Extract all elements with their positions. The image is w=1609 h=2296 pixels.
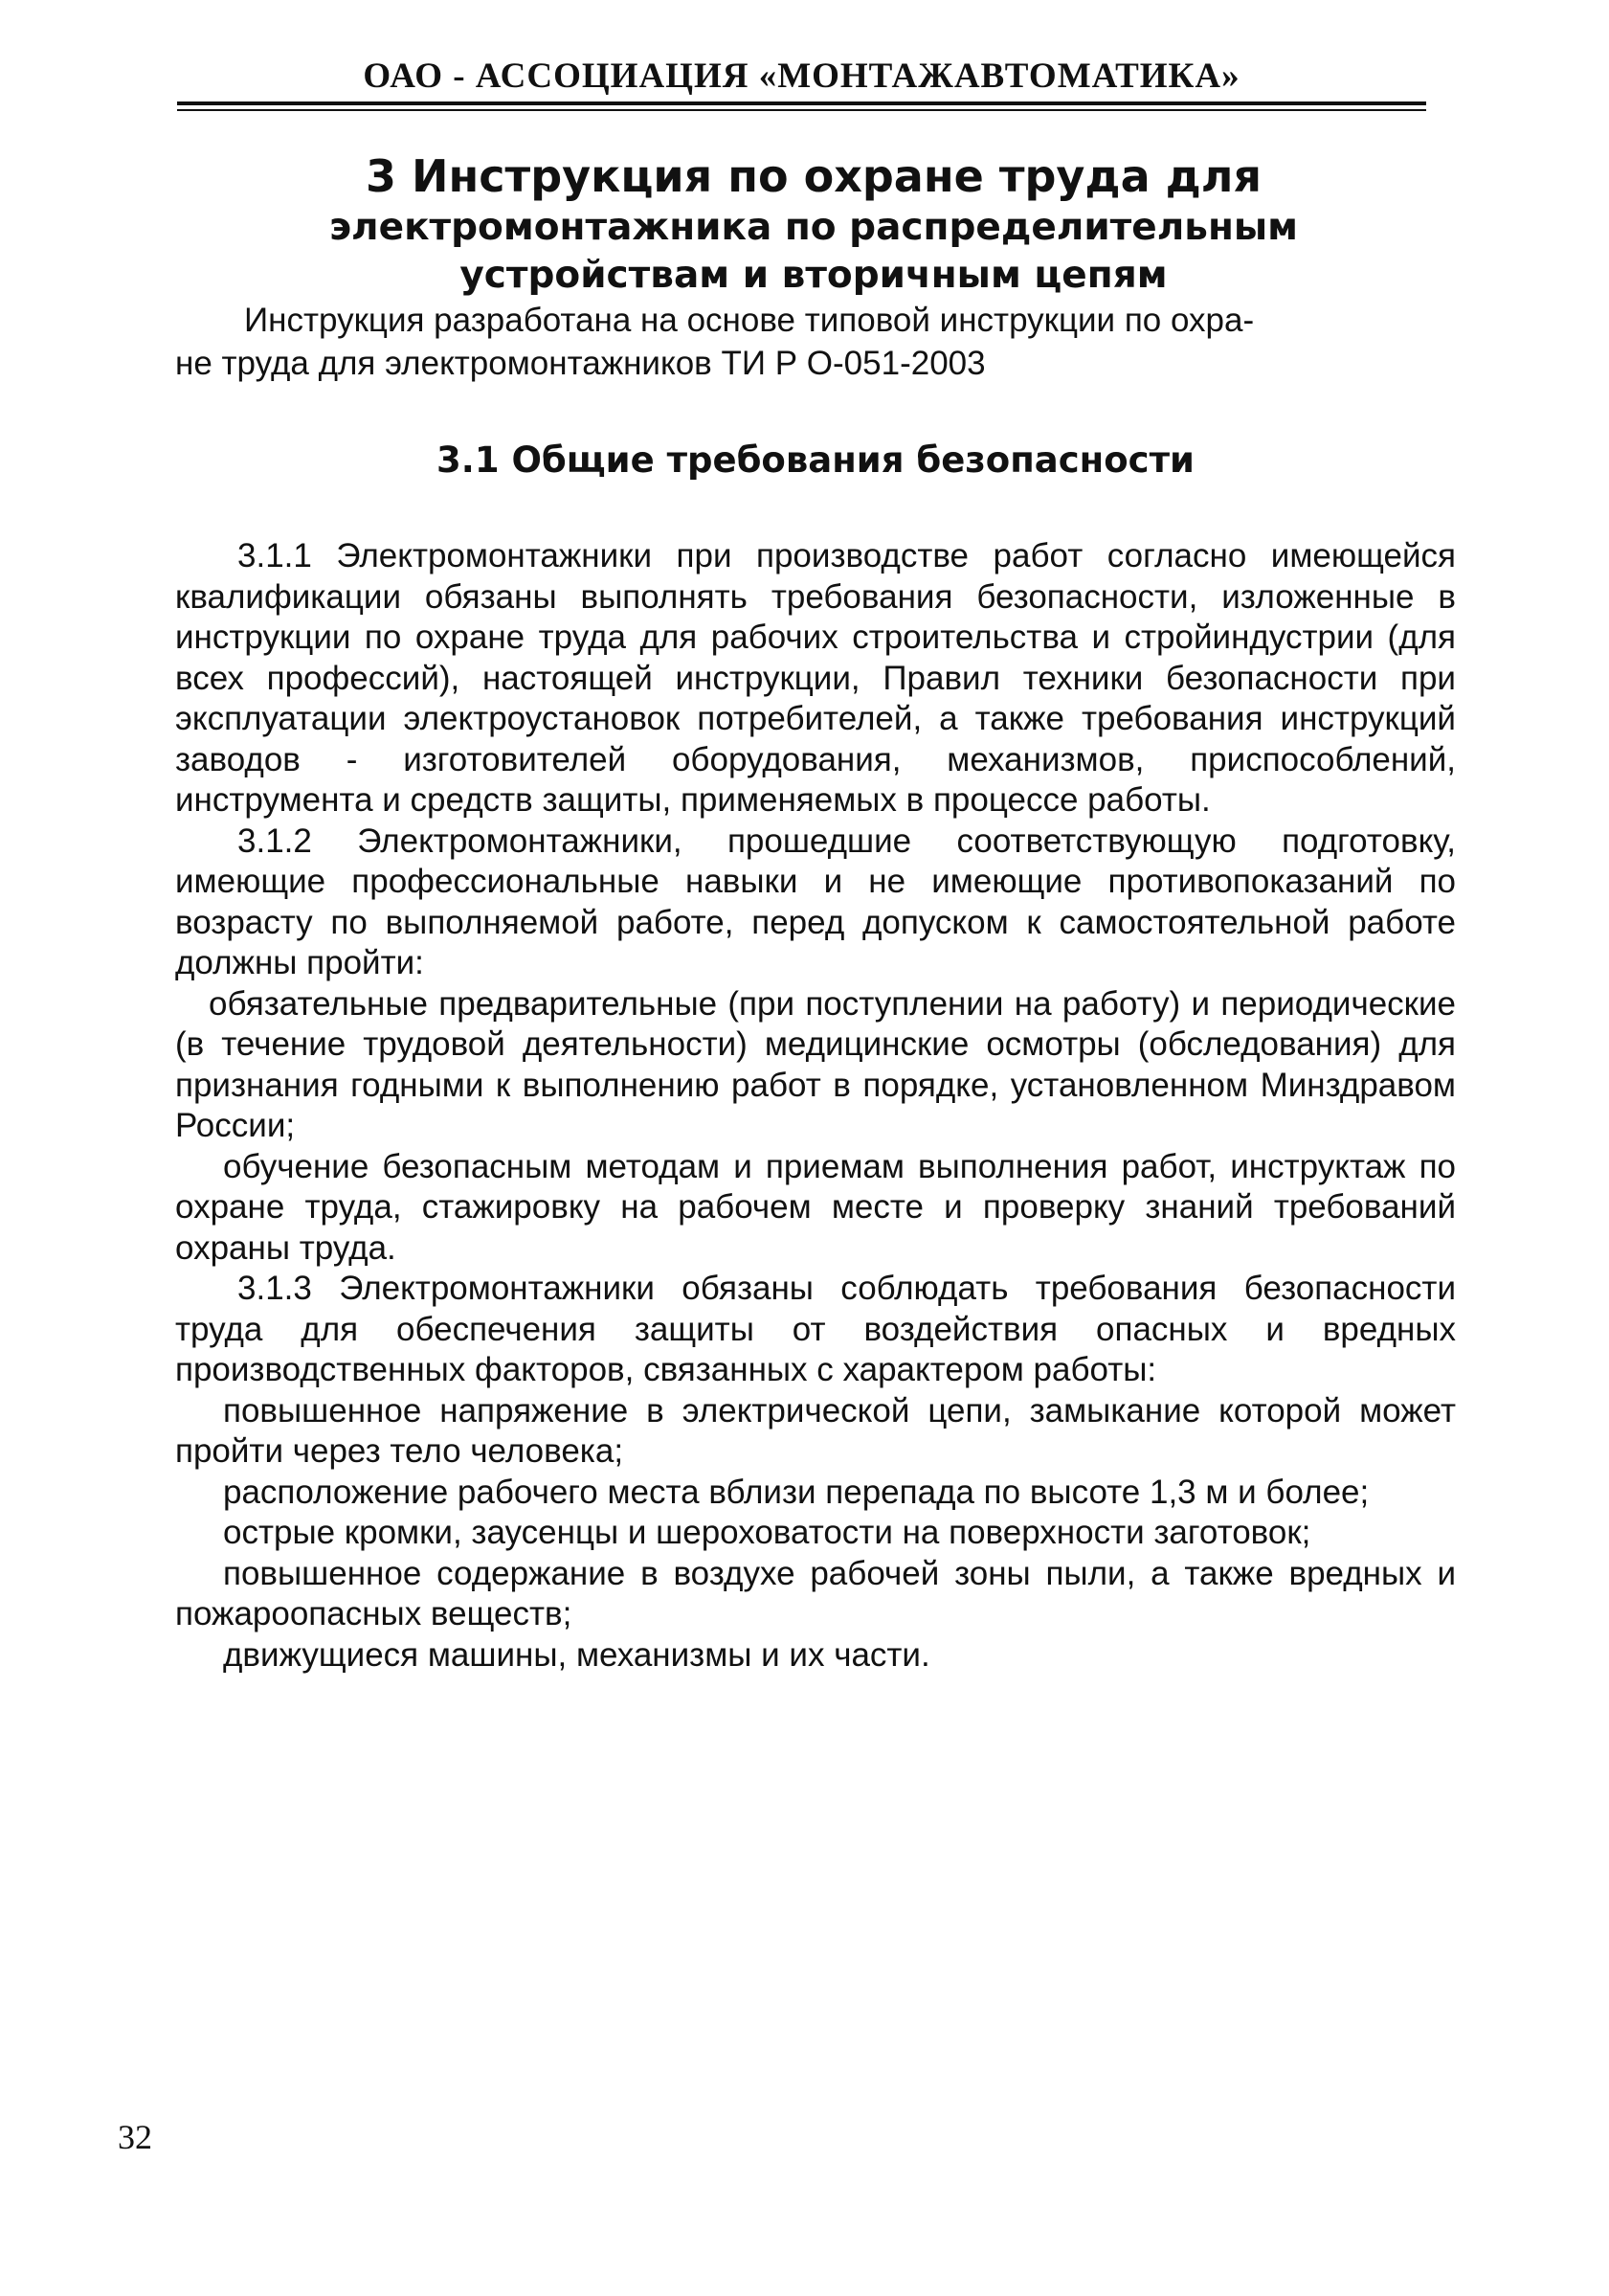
title-line-1: 3 Инструкция по охране труда для: [365, 150, 1263, 202]
section-body: [175, 536, 1456, 1676]
list-item-edges: острые кромки, заусенцы и шероховатости на поверхности заготовок;: [223, 1514, 1311, 1551]
intro-line-1: Инструкция разработана на основе типовой инструкции по охра-: [244, 302, 1255, 339]
header-rule-thin: [177, 109, 1426, 111]
paragraph-3-1-2: 3.1.2 Электромонтажники, прошедшие соответствующую подготовку, имеющие профессиональные навыки и не имеющие противопоказаний по возрасту по выполняемой работе, перед допуском к самостоятельной работе должны пройти:: [175, 822, 1456, 981]
title-line-2: электромонтажника по распределительным: [328, 206, 1299, 249]
list-item-machines: движущиеся машины, механизмы и их части.: [223, 1635, 930, 1674]
document-title: [239, 148, 1388, 300]
header-rule-thick: [177, 101, 1426, 105]
list-item-height: расположение рабочего места вблизи перепада по высоте 1,3 м и более;: [223, 1473, 1370, 1511]
paragraph-3-1-1: 3.1.1 Электромонтажники при производстве работ согласно имеющейся квалификации обязаны выполнять требования безопасности, изложенные в инструкции по охране труда для рабочих строительства и стройиндустрии (для всех профессий), настоящей инструкции, Правил техники безопасности при эксплуатации электроустановок потребителей, а также требования инструкций заводов - изготовителей оборудования, механизмов, приспособлений, инструмента и средств защиты, применяемых в процессе работы.: [175, 537, 1456, 819]
intro-line-2: не труда для электромонтажников ТИ Р О-051-2003: [175, 345, 986, 382]
list-item-training: обучение безопасным методам и приемам выполнения работ, инструктаж по охране труда, стажировку на рабочем месте и проверку знаний требований охраны труда.: [175, 1147, 1456, 1267]
list-item-medical: обязательные предварительные (при поступлении на работу) и периодические (в течение трудовой деятельности) медицинские осмотры (обследования) для признания годными к выполнению работ в порядке, установленном Минздравом России;: [175, 984, 1456, 1144]
page-number: 32: [118, 2118, 152, 2156]
section-heading: 3.1 Общие требования безопасности: [436, 439, 1195, 481]
paragraph-3-1-3: 3.1.3 Электромонтажники обязаны соблюдать требования безопасности труда для обеспечения защиты от воздействия опасных и вредных производственных факторов, связанных с характером работы:: [175, 1270, 1456, 1388]
list-item-dust: повышенное содержание в воздухе рабочей зоны пыли, а также вредных и пожароопасных веществ;: [175, 1554, 1456, 1632]
running-header: ОАО - АССОЦИАЦИЯ «МОНТАЖАВТОМАТИКА»: [363, 56, 1240, 96]
title-line-3: устройствам и вторичным цепям: [459, 254, 1168, 297]
intro-note: [175, 299, 1456, 385]
list-item-voltage: повышенное напряжение в электрической цепи, замыкание которой может пройти через тело человека;: [175, 1391, 1456, 1470]
